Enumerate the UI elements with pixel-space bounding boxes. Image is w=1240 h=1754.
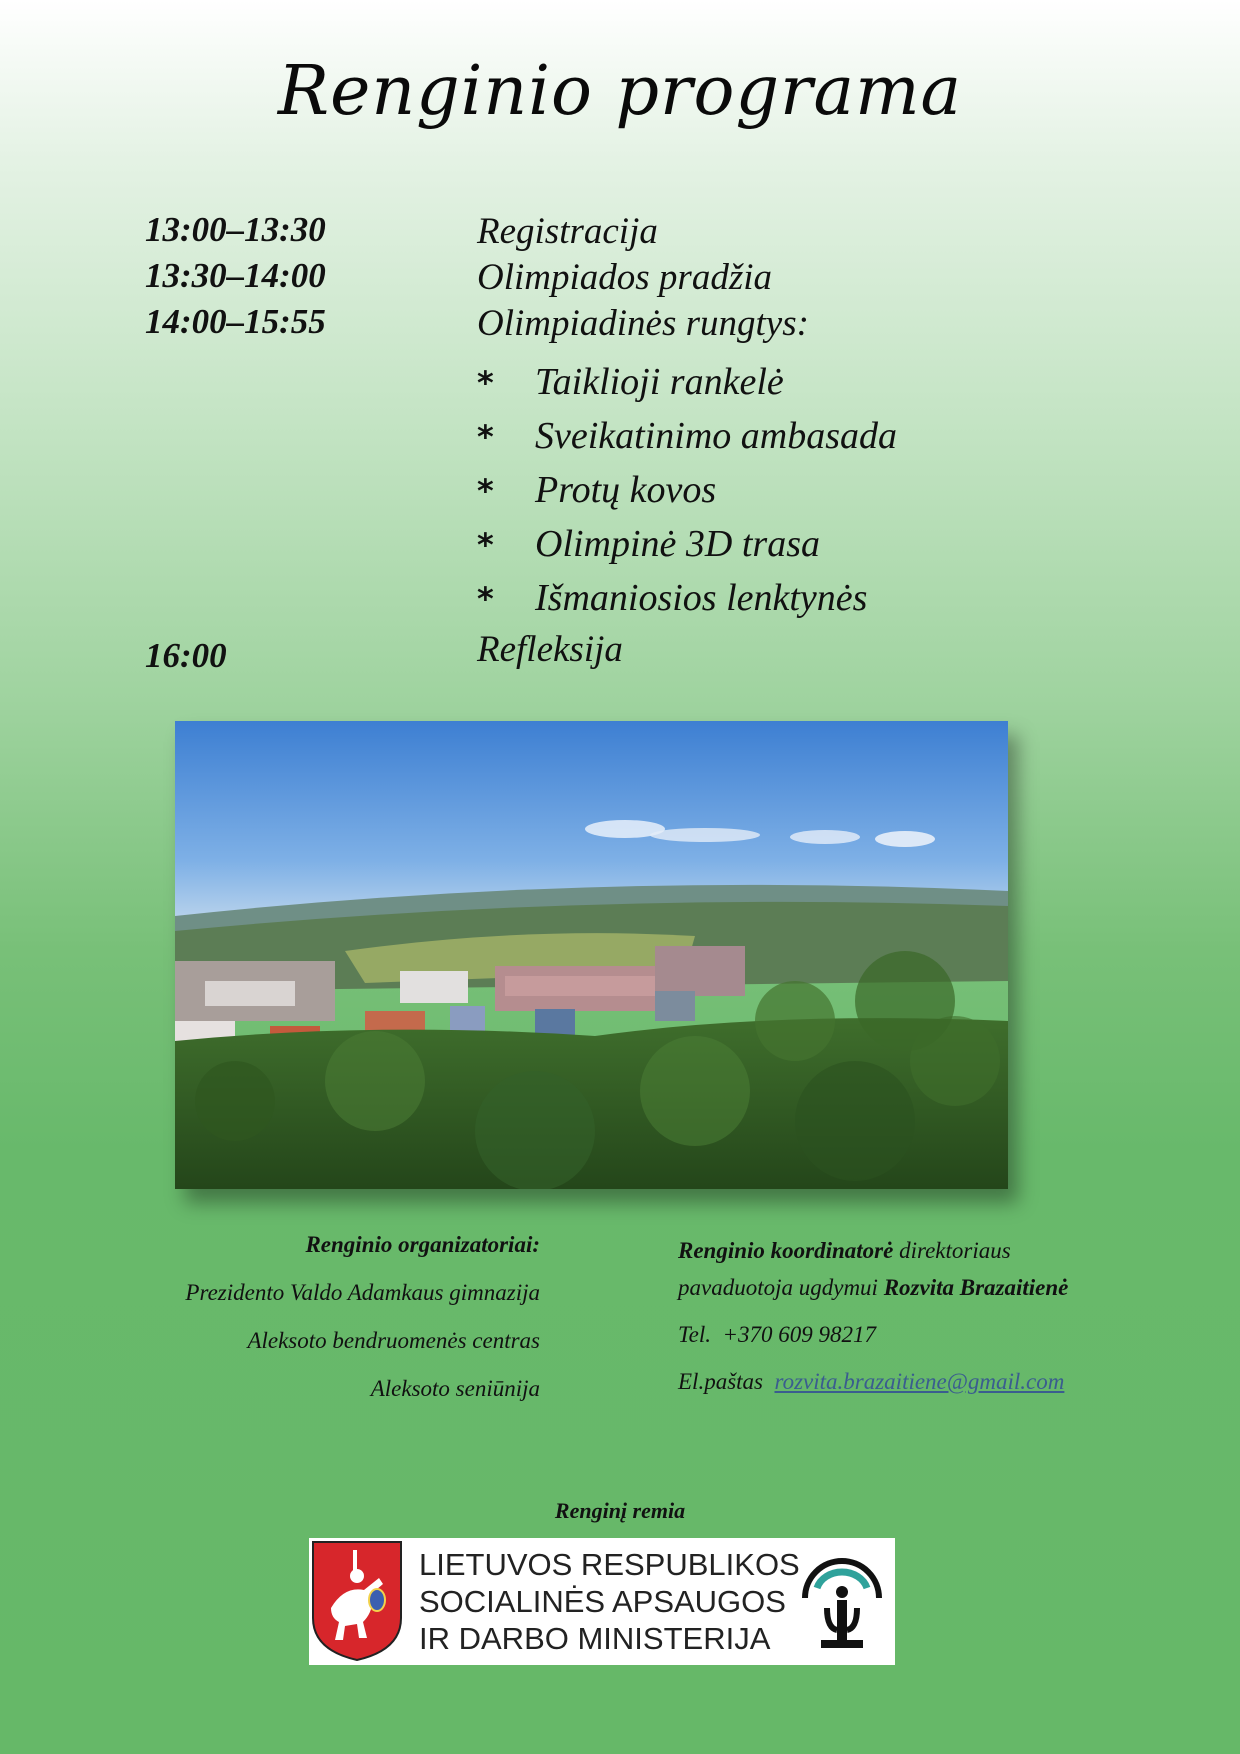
aerial-photo — [175, 721, 1008, 1189]
phone-number: +370 609 98217 — [722, 1322, 877, 1347]
coordinator-role: direktoriaus — [899, 1238, 1011, 1263]
organizer-item: Prezidento Valdo Adamkaus gimnazija — [185, 1280, 540, 1305]
bullet-asterisk: * — [477, 580, 494, 618]
ministry-seal-icon — [787, 1538, 897, 1665]
event-label: Olimpinė 3D trasa — [535, 523, 820, 565]
schedule-row — [0, 210, 1240, 260]
event-label: Išmaniosios lenktynės — [535, 577, 868, 619]
organizers-heading: Renginio organizatoriai: — [305, 1232, 540, 1257]
schedule-row — [0, 302, 1240, 352]
schedule-activity: Olimpiados pradžia — [477, 257, 773, 298]
schedule-row — [0, 628, 1240, 678]
email-link[interactable]: rozvita.brazaitiene@gmail.com — [774, 1369, 1065, 1394]
sponsor-heading: Renginį remia — [554, 1498, 686, 1523]
phone-label: Tel. — [678, 1322, 712, 1347]
ministry-line: LIETUVOS RESPUBLIKOS — [419, 1547, 800, 1582]
coordinator-role-line2: pavaduotoja ugdymui — [678, 1275, 878, 1300]
vytis-shield-icon — [309, 1538, 409, 1665]
organizers-section — [100, 1232, 540, 1424]
schedule-row — [0, 256, 1240, 306]
event-label: Protų kovos — [535, 469, 717, 511]
event-label: Taiklioji rankelė — [535, 361, 784, 403]
ministry-logo — [309, 1538, 895, 1665]
coordinator-heading: Renginio koordinatorė — [678, 1238, 894, 1263]
schedule-time: 16:00 — [145, 636, 227, 675]
email-label: El.paštas — [678, 1369, 763, 1394]
ministry-line: SOCIALINĖS APSAUGOS — [419, 1584, 786, 1619]
schedule-activity: Olimpiadinės rungtys: — [477, 303, 809, 344]
organizer-item: Aleksoto bendruomenės centras — [247, 1328, 540, 1353]
ministry-line: IR DARBO MINISTERIJA — [419, 1621, 771, 1656]
organizer-item: Aleksoto seniūnija — [370, 1376, 540, 1401]
schedule-activity: Registracija — [477, 211, 658, 252]
bullet-asterisk: * — [477, 364, 494, 402]
coordinator-name: Rozvita Brazaitienė — [883, 1275, 1069, 1300]
event-label: Sveikatinimo ambasada — [535, 415, 898, 457]
ministry-name — [419, 1546, 800, 1657]
schedule-time: 13:00–13:30 — [145, 210, 326, 249]
page-title: Renginio programa — [277, 52, 963, 131]
coordinator-section — [678, 1232, 1118, 1400]
schedule-time: 13:30–14:00 — [145, 256, 326, 295]
bullet-asterisk: * — [477, 418, 494, 456]
aerial-photo-graphic — [175, 721, 1008, 1189]
bullet-asterisk: * — [477, 526, 494, 564]
schedule-activity: Refleksija — [477, 629, 623, 670]
schedule-time: 14:00–15:55 — [145, 302, 326, 341]
bullet-asterisk: * — [477, 472, 494, 510]
